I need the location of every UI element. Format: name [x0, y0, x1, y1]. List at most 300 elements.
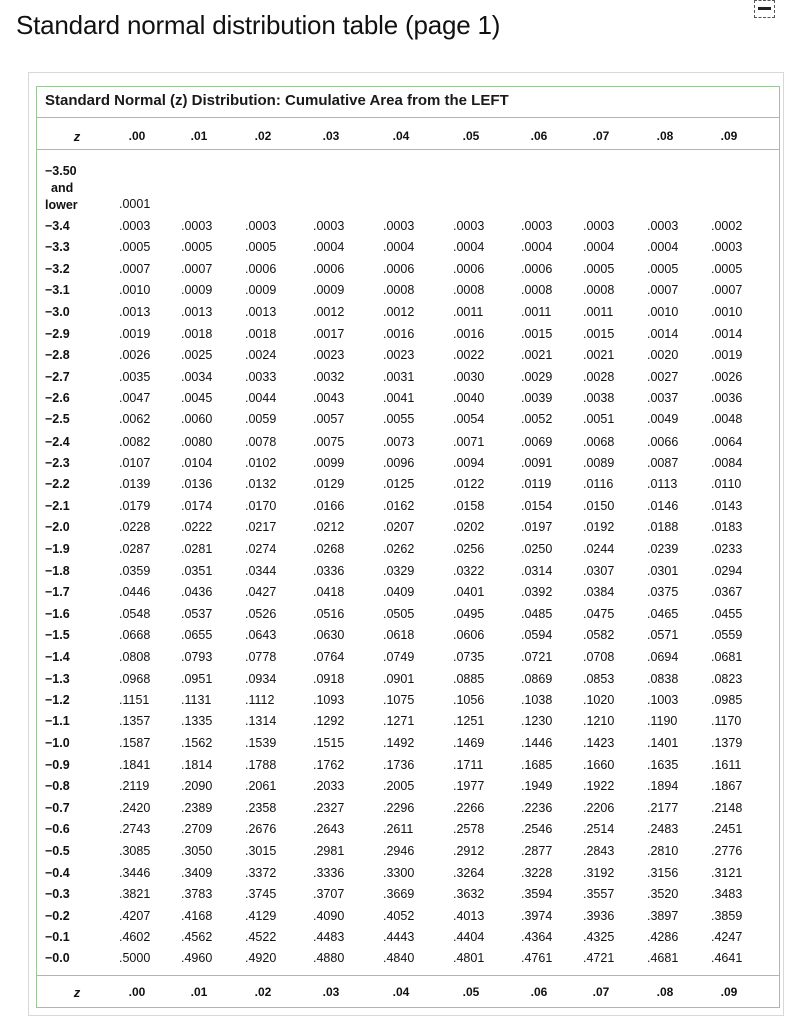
table-cell: .3632: [453, 887, 485, 902]
table-cell: .1867: [711, 779, 743, 794]
table-cell: .0110: [711, 477, 742, 492]
table-cell: .0032: [313, 369, 345, 384]
table-cell: .2090: [181, 779, 213, 794]
first-row-label-line: and: [51, 181, 74, 195]
table-cell: .0068: [583, 434, 615, 449]
table-cell: .3050: [181, 843, 213, 858]
table-cell: .0158: [453, 498, 485, 513]
table-cell: .0013: [119, 304, 151, 319]
table-cell: .0062: [119, 412, 151, 427]
table-cell: .0475: [583, 606, 615, 621]
table-cell: .0735: [453, 650, 485, 665]
table-cell: .0084: [711, 456, 743, 470]
table-cell: .1251: [453, 714, 485, 729]
table-cell: .2119: [119, 779, 150, 794]
table-cell: .2206: [583, 800, 615, 815]
z-row-label: −1.5: [45, 628, 70, 642]
table-cell: .0028: [583, 369, 615, 384]
table-cell: .4801: [453, 951, 485, 966]
table-cell: .2743: [119, 822, 151, 837]
table-cell: .0009: [313, 283, 345, 298]
table-cell: .1515: [313, 735, 345, 750]
table-cell: .0436: [181, 585, 213, 600]
z-distribution-table: [36, 86, 780, 1008]
table-cell: .0009: [181, 283, 213, 298]
table-cell: .0455: [711, 606, 743, 621]
table-cell: .0004: [453, 240, 485, 255]
table-cell: .4522: [245, 930, 277, 944]
table-cell: .0606: [453, 628, 485, 642]
table-cell: .0655: [181, 628, 213, 642]
table-cell: .0018: [245, 326, 277, 341]
table-cell: .4443: [383, 930, 415, 944]
table-cell: .0013: [245, 304, 277, 319]
table-title: Standard Normal (z) Distribution: Cumulative Area from the LEFT: [45, 92, 509, 109]
z-column-header: z: [73, 985, 81, 1000]
table-cell: .0367: [711, 585, 743, 600]
table-cell: .0052: [521, 412, 553, 427]
table-cell: .0005: [119, 240, 151, 255]
table-cell: .0446: [119, 585, 151, 600]
table-cell: .3745: [245, 887, 277, 902]
table-cell: .0011: [521, 304, 552, 319]
table-cell: .3121: [711, 865, 743, 880]
table-cell: .0010: [711, 304, 743, 319]
table-cell: .2946: [383, 843, 415, 858]
table-cell: .1038: [521, 693, 553, 707]
table-cell: .0188: [647, 520, 679, 535]
table-cell: .0014: [647, 326, 679, 341]
table-cell: .1190: [647, 714, 678, 729]
z-row-label: −0.5: [45, 843, 70, 858]
table-cell: .0122: [453, 477, 485, 492]
table-cell: .3897: [647, 908, 679, 923]
table-cell: .1469: [453, 735, 485, 750]
table-cell: .1539: [245, 735, 277, 750]
table-cell: .3228: [521, 865, 553, 880]
table-cell: .2776: [711, 843, 743, 858]
table-cell: .1151: [119, 693, 150, 707]
table-cell: .0427: [245, 585, 277, 600]
column-header: .05: [462, 129, 480, 143]
table-cell: .0166: [313, 498, 345, 513]
table-cell: .0212: [313, 520, 345, 535]
table-cell: .0401: [453, 585, 485, 600]
table-cell: .3859: [711, 908, 743, 923]
table-cell: .3594: [521, 887, 553, 902]
table-cell: .0139: [119, 477, 151, 492]
table-cell: .0132: [245, 477, 277, 492]
table-cell: .2266: [453, 800, 485, 815]
table-cell: .0007: [647, 283, 679, 298]
table-cell: .0314: [521, 563, 553, 578]
table-cell: .4129: [245, 908, 277, 923]
table-cell: .1562: [181, 735, 213, 750]
column-header: .03: [322, 985, 340, 999]
table-cell: .0047: [119, 391, 151, 405]
column-header: .00: [128, 985, 146, 999]
table-cell: .4090: [313, 908, 345, 923]
column-header: .03: [322, 129, 340, 143]
table-cell: .0869: [521, 671, 553, 686]
column-header: .04: [392, 985, 410, 999]
table-cell: .0262: [383, 542, 415, 557]
table-cell: .0485: [521, 606, 553, 621]
table-cell: .0287: [119, 542, 151, 557]
z-row-label: −0.2: [45, 908, 70, 923]
table-cell: .1423: [583, 735, 615, 750]
table-cell: .0019: [119, 326, 151, 341]
table-cell: .3015: [245, 843, 277, 858]
table-cell: .4562: [181, 930, 213, 944]
footer-divider: [37, 975, 779, 976]
table-cell: .0174: [181, 498, 213, 513]
first-row-value: .0001: [119, 197, 151, 211]
z-row-label: −3.2: [45, 261, 70, 276]
column-header: .07: [592, 985, 610, 999]
table-cell: .0036: [711, 391, 743, 405]
table-cell: .0007: [181, 261, 213, 276]
column-header: .02: [254, 129, 272, 143]
table-cell: .0026: [119, 348, 151, 363]
table-cell: .2643: [313, 822, 345, 837]
table-cell: .0078: [245, 434, 277, 449]
table-cell: .0096: [383, 456, 415, 470]
table-cell: .0005: [181, 240, 213, 255]
table-cell: .4286: [647, 930, 679, 944]
table-cell: .0146: [647, 498, 679, 513]
table-cell: .0037: [647, 391, 679, 405]
table-cell: .2005: [383, 779, 415, 794]
z-row-label: −1.6: [45, 606, 70, 621]
table-cell: .3085: [119, 843, 151, 858]
column-header: .01: [190, 129, 208, 143]
column-header: .00: [128, 129, 146, 143]
table-cell: .0003: [711, 240, 743, 255]
column-header: .05: [462, 985, 480, 999]
z-row-label: −2.0: [45, 520, 70, 535]
table-cell: .0708: [583, 650, 615, 665]
z-row-label: −2.7: [45, 369, 70, 384]
z-row-label: −3.1: [45, 283, 70, 298]
table-cell: .0294: [711, 563, 743, 578]
table-cell: .3707: [313, 887, 345, 902]
table-cell: .0179: [119, 498, 151, 513]
table-cell: .4721: [583, 951, 615, 966]
table-cell: .0039: [521, 391, 553, 405]
z-row-label: −2.5: [45, 412, 70, 427]
column-header: .04: [392, 129, 410, 143]
table-cell: .4880: [313, 951, 345, 966]
table-cell: .0548: [119, 606, 151, 621]
table-cell: .0033: [245, 369, 277, 384]
table-cell: .0006: [453, 261, 485, 276]
table-cell: .0392: [521, 585, 553, 600]
table-cell: .0025: [181, 348, 213, 363]
column-header: .06: [530, 985, 548, 999]
table-cell: .0054: [453, 412, 485, 427]
table-cell: .0075: [313, 434, 345, 449]
table-cell: .0016: [383, 326, 415, 341]
table-cell: .1314: [245, 714, 277, 729]
minimize-icon[interactable]: [754, 0, 775, 18]
table-cell: .4325: [583, 930, 615, 944]
table-cell: .0006: [383, 261, 415, 276]
z-row-label: −3.0: [45, 304, 70, 319]
table-cell: .1357: [119, 714, 151, 729]
table-cell: .0162: [383, 498, 415, 513]
table-cell: .4960: [181, 951, 213, 966]
table-cell: .0021: [521, 348, 553, 363]
column-header: .02: [254, 985, 272, 999]
table-cell: .0003: [245, 219, 277, 233]
table-cell: .0015: [521, 326, 553, 341]
table-cell: .0322: [453, 563, 485, 578]
table-cell: .0082: [119, 434, 151, 449]
table-cell: .0250: [521, 542, 553, 557]
z-row-label: −2.8: [45, 348, 70, 363]
table-cell: .4681: [647, 951, 679, 966]
table-cell: .0307: [583, 563, 615, 578]
table-cell: .0217: [245, 520, 277, 535]
table-cell: .0017: [313, 326, 345, 341]
table-cell: .0668: [119, 628, 151, 642]
table-cell: .0006: [313, 261, 345, 276]
table-cell: .0013: [181, 304, 213, 319]
table-cell: .2451: [711, 822, 743, 837]
table-cell: .0030: [453, 369, 485, 384]
z-row-label: −0.8: [45, 779, 70, 794]
table-cell: .0239: [647, 542, 679, 557]
table-cell: .0571: [647, 628, 679, 642]
table-cell: .0008: [453, 283, 485, 298]
table-cell: .3409: [181, 865, 213, 880]
column-header: .07: [592, 129, 610, 143]
table-cell: .0035: [119, 369, 151, 384]
z-row-label: −2.2: [45, 477, 70, 492]
table-cell: .0526: [245, 606, 277, 621]
table-cell: .2877: [521, 843, 553, 858]
table-cell: .4404: [453, 930, 485, 944]
table-cell: .1170: [711, 714, 742, 729]
z-row-label: −2.4: [45, 434, 70, 449]
table-cell: .1271: [383, 714, 415, 729]
table-cell: .0125: [383, 477, 415, 492]
table-cell: .0069: [521, 434, 553, 449]
table-cell: .0045: [181, 391, 213, 405]
table-cell: .0003: [647, 219, 679, 233]
table-cell: .0010: [119, 283, 151, 298]
table-cell: .3821: [119, 887, 151, 902]
table-cell: .0375: [647, 585, 679, 600]
table-cell: .0409: [383, 585, 415, 600]
table-cell: .0681: [711, 650, 743, 665]
table-cell: .2296: [383, 800, 415, 815]
table-cell: .1635: [647, 758, 679, 772]
table-cell: .0749: [383, 650, 415, 665]
table-cell: .0116: [583, 477, 614, 492]
table-cell: .0256: [453, 542, 485, 557]
table-cell: .0150: [583, 498, 615, 513]
table-cell: .0044: [245, 391, 277, 405]
column-header: .09: [720, 129, 738, 143]
table-cell: .0020: [647, 348, 679, 363]
table-cell: .0003: [383, 219, 415, 233]
table-cell: .3936: [583, 908, 615, 923]
table-cell: .0010: [647, 304, 679, 319]
table-cell: .2981: [313, 843, 345, 858]
table-cell: .3156: [647, 865, 679, 880]
table-cell: .0985: [711, 693, 743, 707]
table-cell: .2389: [181, 800, 213, 815]
table-cell: .2033: [313, 779, 345, 794]
z-row-label: −0.4: [45, 865, 70, 880]
table-cell: .4761: [521, 951, 553, 966]
table-cell: .0336: [313, 563, 345, 578]
table-cell: .0066: [647, 434, 679, 449]
table-cell: .4052: [383, 908, 415, 923]
table-cell: .0694: [647, 650, 679, 665]
table-cell: .0721: [521, 650, 553, 665]
table-cell: .0329: [383, 563, 415, 578]
table-cell: .3520: [647, 887, 679, 902]
table-cell: .0012: [313, 304, 345, 319]
table-cell: .5000: [119, 951, 151, 966]
table-cell: .0071: [453, 434, 485, 449]
table-cell: .0104: [181, 456, 213, 470]
table-cell: .3974: [521, 908, 553, 923]
table-cell: .0559: [711, 628, 743, 642]
table-cell: .0004: [583, 240, 615, 255]
table-cell: .0023: [313, 348, 345, 363]
table-cell: .3192: [583, 865, 615, 880]
table-cell: .0004: [647, 240, 679, 255]
table-cell: .2912: [453, 843, 485, 858]
table-cell: .0015: [583, 326, 615, 341]
table-cell: .0968: [119, 671, 151, 686]
table-cell: .0853: [583, 671, 615, 686]
table-cell: .0064: [711, 434, 743, 449]
table-cell: .0301: [647, 563, 679, 578]
table-cell: .0091: [521, 456, 553, 470]
table-cell: .1335: [181, 714, 213, 729]
table-cell: .2709: [181, 822, 213, 837]
table-cell: .1788: [245, 758, 277, 772]
table-cell: .0005: [245, 240, 277, 255]
z-row-label: −0.6: [45, 822, 70, 837]
table-cell: .4168: [181, 908, 213, 923]
table-cell: .0838: [647, 671, 679, 686]
table-cell: .0016: [453, 326, 485, 341]
table-cell: .2327: [313, 800, 345, 815]
table-cell: .0003: [453, 219, 485, 233]
z-row-label: −0.7: [45, 800, 70, 815]
table-cell: .0901: [383, 671, 415, 686]
table-cell: .0038: [583, 391, 615, 405]
z-row-label: −2.9: [45, 326, 70, 341]
table-cell: .1949: [521, 779, 553, 794]
table-cell: .0202: [453, 520, 485, 535]
table-cell: .1685: [521, 758, 553, 772]
table-cell: .0006: [521, 261, 553, 276]
table-cell: .1922: [583, 779, 615, 794]
table-cell: .0089: [583, 456, 615, 470]
z-row-label: −1.9: [45, 542, 70, 557]
table-cell: .0059: [245, 412, 277, 427]
table-cell: .0281: [181, 542, 213, 557]
table-cell: .0048: [711, 412, 743, 427]
table-cell: .1112: [245, 693, 275, 707]
table-cell: .0023: [383, 348, 415, 363]
table-cell: .4207: [119, 908, 151, 923]
table-cell: .0055: [383, 412, 415, 427]
table-cell: .0003: [181, 219, 213, 233]
z-row-label: −1.8: [45, 563, 70, 578]
table-cell: .0004: [383, 240, 415, 255]
table-cell: .0192: [583, 520, 615, 535]
table-cell: .2420: [119, 800, 151, 815]
z-row-label: −1.2: [45, 693, 70, 707]
table-cell: .0643: [245, 628, 277, 642]
table-cell: .0008: [383, 283, 415, 298]
table-cell: .0004: [313, 240, 345, 255]
table-cell: .3557: [583, 887, 615, 902]
table-cell: .0951: [181, 671, 213, 686]
table-cell: .2676: [245, 822, 277, 837]
table-cell: .4013: [453, 908, 485, 923]
table-cell: .0087: [647, 456, 679, 470]
table-cell: .0143: [711, 498, 743, 513]
table-cell: .0823: [711, 671, 743, 686]
table-cell: .0934: [245, 671, 277, 686]
table-cell: .0207: [383, 520, 415, 535]
table-cell: .0007: [711, 283, 743, 298]
table-cell: .0268: [313, 542, 345, 557]
table-cell: .0233: [711, 542, 743, 557]
table-cell: .1587: [119, 735, 151, 750]
table-cell: .0793: [181, 650, 213, 665]
first-row-label: [45, 163, 78, 214]
table-cell: .2514: [583, 822, 615, 837]
table-cell: .1736: [383, 758, 415, 772]
table-cell: .1762: [313, 758, 345, 772]
table-cell: .2546: [521, 822, 553, 837]
z-row-label: −2.1: [45, 498, 70, 513]
table-cell: .0007: [119, 261, 151, 276]
table-cell: .1075: [383, 693, 415, 707]
table-cell: .0136: [181, 477, 213, 492]
table-cell: .2148: [711, 800, 743, 815]
table-cell: .0183: [711, 520, 743, 535]
z-row-label: −0.9: [45, 758, 70, 772]
table-cell: .0102: [245, 456, 277, 470]
table-cell: .0003: [583, 219, 615, 233]
z-row-label: −0.1: [45, 930, 70, 944]
table-cell: .3483: [711, 887, 743, 902]
table-cell: .1894: [647, 779, 679, 794]
first-row-label-line: lower: [45, 198, 78, 212]
table-cell: .1210: [583, 714, 615, 729]
z-row-label: −2.3: [45, 456, 70, 470]
table-cell: .4483: [313, 930, 345, 944]
table-cell: .1611: [711, 758, 742, 772]
z-row-label: −3.4: [45, 219, 70, 233]
table-cell: .0005: [711, 261, 743, 276]
table-cell: .4641: [711, 951, 743, 966]
table-cell: .1401: [647, 735, 679, 750]
table-cell: .0049: [647, 412, 679, 427]
table-cell: .0080: [181, 434, 213, 449]
